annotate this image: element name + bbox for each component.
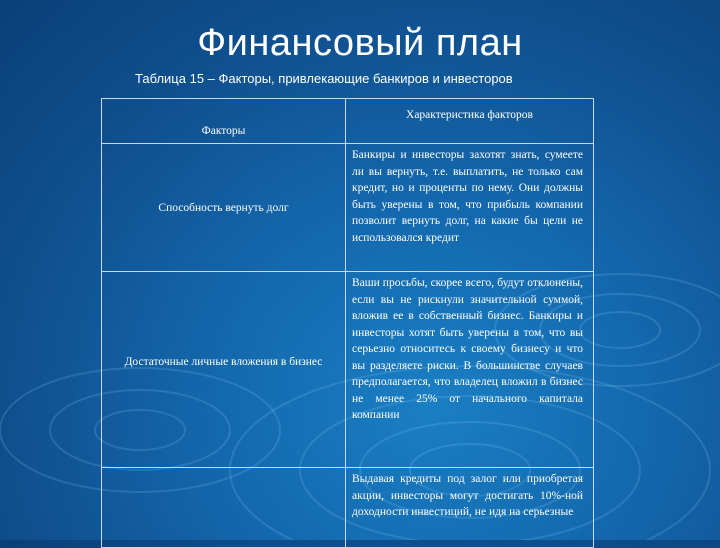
factor-label: Способность вернуть долг [158,202,289,214]
factor-description: Ваши просьбы, скорее всего, будут отклонены, если вы не рискнули значительной суммой, вложив ее в собственный бизнес. Банкиры и инвесторы хотят быть уверены в том, что вы серьезно относитесь к своему бизнесу и что вы разделяете риски. В большинстве случаев предполагается, что владелец вложил в бизнес не менее 25% от начального капитала компании [346,272,594,468]
table-row [102,468,594,548]
header-characteristics: Характеристика факторов [346,99,594,144]
factor-description: Банкиры и инвесторы захотят знать, сумеете ли вы вернуть, т.е. выплатить, не только сам кредит, но и проценты по нему. Они должны быть уверены в том, что прибыль компании позволит вернуть долг, на какие бы цели не использовался кредит [346,144,594,272]
factor-label: Достаточные личные вложения в бизнес [124,356,323,368]
factor-cell [102,272,346,468]
factors-table [101,98,594,548]
slide-title: Финансовый план [197,22,523,64]
table-row [102,144,594,272]
factor-cell [102,144,346,272]
factor-description: Выдавая кредиты под залог или приобретая акции, инвесторы могут достигать 10%-ной доходности инвестиций, не идя на серьезные [346,468,594,548]
table-caption: Таблица 15 – Факторы, привлекающие банкиров и инвесторов [135,71,513,86]
table-row [102,272,594,468]
table-header-row [102,99,594,144]
header-factors: Факторы [102,99,346,144]
factor-cell [102,468,346,548]
